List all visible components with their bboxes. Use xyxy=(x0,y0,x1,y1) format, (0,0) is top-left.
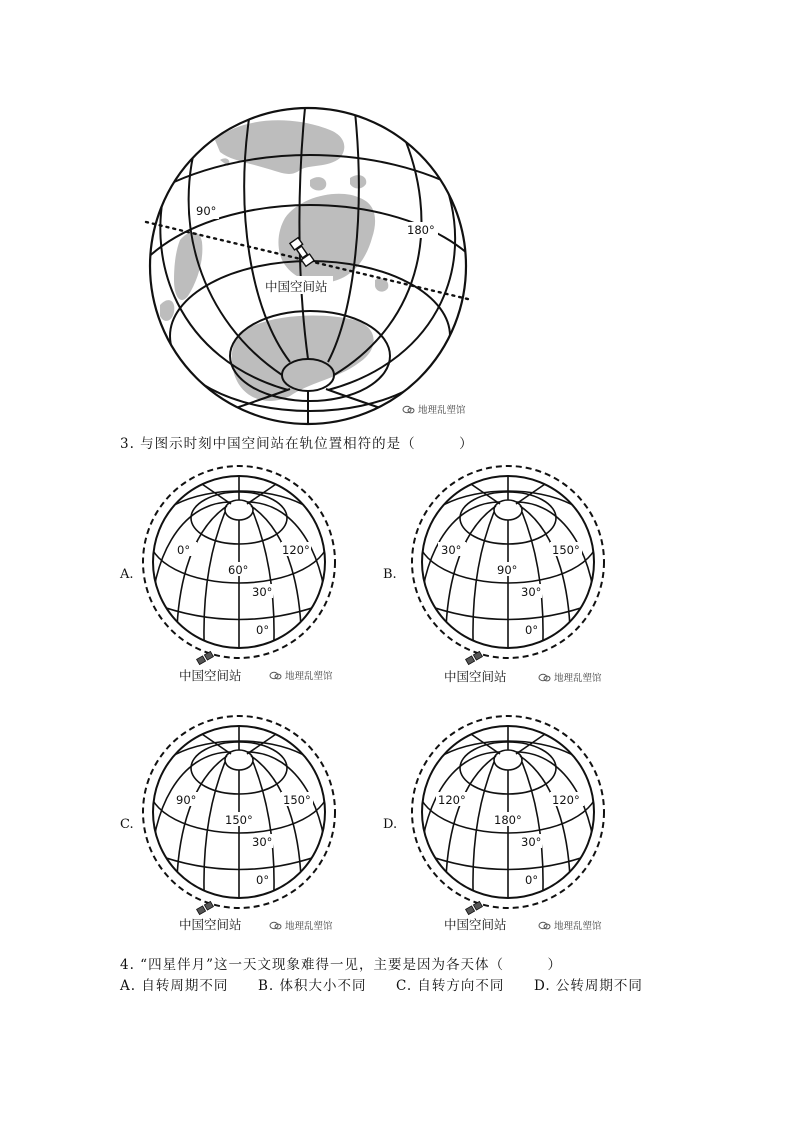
question-4-choice-b[interactable]: B. 体积大小不同 xyxy=(258,978,367,994)
option-c-center-lon: 150° xyxy=(225,813,253,827)
wechat-icon xyxy=(538,673,551,682)
option-d-right-lon: 120° xyxy=(552,793,580,807)
option-a[interactable] xyxy=(115,462,375,692)
option-d-station-label: 中国空间站 xyxy=(444,917,507,932)
option-c[interactable] xyxy=(115,712,375,942)
option-d[interactable] xyxy=(378,712,638,942)
wechat-icon xyxy=(269,671,282,680)
option-d-center-lon: 180° xyxy=(494,813,522,827)
option-a-center-lon: 60° xyxy=(228,563,249,577)
option-b-station-icon xyxy=(466,651,483,664)
option-d-lat-low: 0° xyxy=(525,873,539,887)
main-globe-svg xyxy=(140,100,480,430)
option-b[interactable] xyxy=(378,462,638,692)
option-c-right-lon: 150° xyxy=(283,793,311,807)
watermark-text: 地理乱塑馆 xyxy=(285,921,333,932)
option-c-watermark xyxy=(269,918,333,932)
option-b-lat-mid: 30° xyxy=(521,585,542,599)
option-a-left-lon: 0° xyxy=(177,543,191,557)
option-b-center-lon: 90° xyxy=(497,563,518,577)
wechat-icon xyxy=(269,921,282,930)
option-a-lat-mid: 30° xyxy=(252,585,273,599)
watermark-text: 地理乱塑馆 xyxy=(554,921,602,932)
option-c-lat-mid: 30° xyxy=(252,835,273,849)
option-a-letter: A. xyxy=(120,567,134,582)
watermark-text: 地理乱塑馆 xyxy=(418,405,466,416)
watermark-text: 地理乱塑馆 xyxy=(285,671,333,682)
option-b-lat-low: 0° xyxy=(525,623,539,637)
watermark-text: 地理乱塑馆 xyxy=(554,673,602,684)
option-b-letter: B. xyxy=(383,567,397,582)
question-4-text: 4. “四星伴月”这一天文现象难得一见，主要是因为各天体（ ） xyxy=(120,957,562,973)
option-a-station-icon xyxy=(197,651,214,664)
question-4-choice-c[interactable]: C. 自转方向不同 xyxy=(396,978,505,994)
main-lon-90-label: 90° xyxy=(196,204,217,218)
option-d-letter: D. xyxy=(383,817,398,832)
question-3-text: 3. 与图示时刻中国空间站在轨位置相符的是（ ） xyxy=(120,436,474,452)
question-4-choice-a[interactable]: A. 自转周期不同 xyxy=(120,978,229,994)
option-b-left-lon: 30° xyxy=(441,543,462,557)
main-globe-figure xyxy=(140,100,480,430)
wechat-icon xyxy=(402,405,415,414)
option-a-right-lon: 120° xyxy=(282,543,310,557)
option-c-station-label: 中国空间站 xyxy=(179,917,242,932)
option-d-watermark xyxy=(538,918,602,932)
main-lon-180-label: 180° xyxy=(407,223,435,237)
watermark xyxy=(402,402,466,416)
option-a-watermark xyxy=(269,668,333,682)
wechat-icon xyxy=(538,921,551,930)
option-c-lat-low: 0° xyxy=(256,873,270,887)
option-d-station-icon xyxy=(466,901,483,914)
main-station-label: 中国空间站 xyxy=(265,279,328,294)
option-a-lat-low: 0° xyxy=(256,623,270,637)
question-4-choice-d[interactable]: D. 公转周期不同 xyxy=(534,978,643,994)
option-c-letter: C. xyxy=(120,817,134,832)
option-c-station-icon xyxy=(197,901,214,914)
option-d-left-lon: 120° xyxy=(438,793,466,807)
option-b-right-lon: 150° xyxy=(552,543,580,557)
option-d-lat-mid: 30° xyxy=(521,835,542,849)
option-a-station-label: 中国空间站 xyxy=(179,668,242,683)
option-c-left-lon: 90° xyxy=(176,793,197,807)
option-b-station-label: 中国空间站 xyxy=(444,669,507,684)
option-b-watermark xyxy=(538,670,602,684)
